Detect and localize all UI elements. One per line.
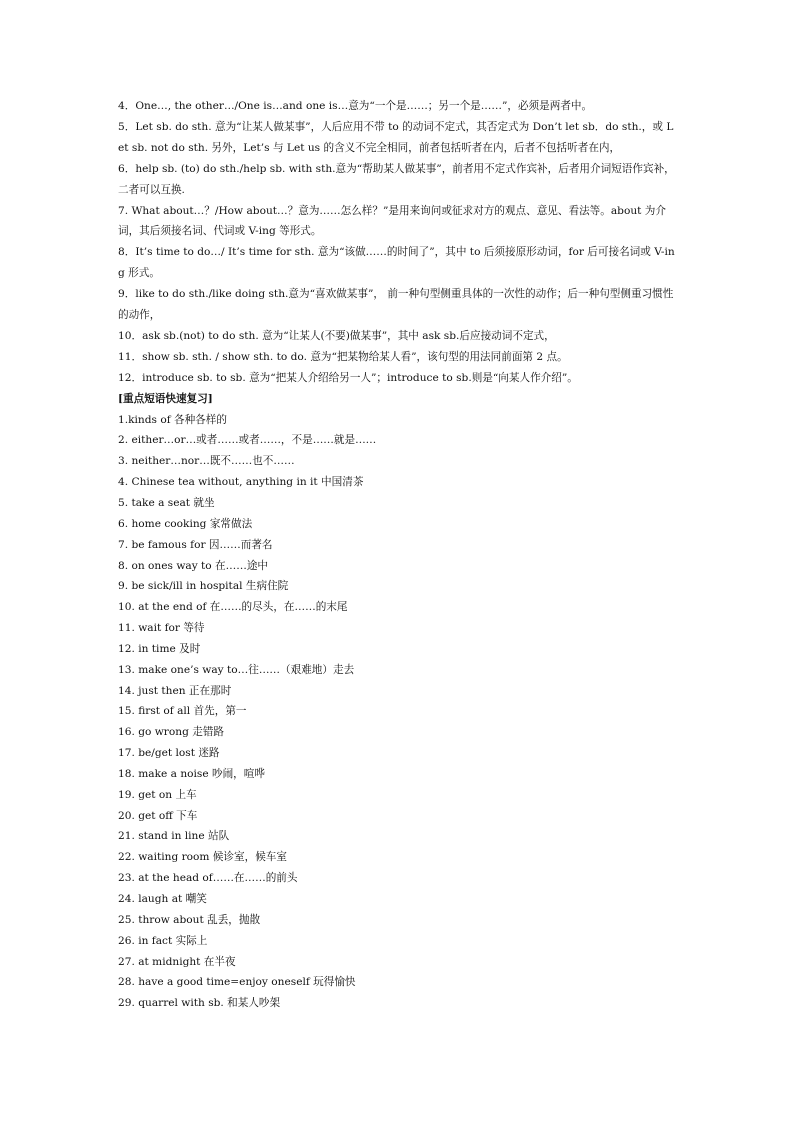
phrase-item: 26. in fact 实际上 (118, 934, 208, 947)
note-item-8: 8．It’s time to do…/ It’s time for sth. 意为“该做……的时间了”，其中 to 后须接原形动词，for 后可接名词或 V-ing 形式。 (118, 246, 675, 280)
note-item-4: 4．One…, the other…/One is…and one is…意为“一个是……；另一个是……”，必须是两者中。 (118, 100, 593, 112)
phrase-item: 13. make one’s way to…往……（艰难地）走去 (118, 663, 355, 676)
phrase-item: 9. be sick/ill in hospital 生病住院 (118, 580, 289, 593)
document-body (118, 96, 678, 1014)
phrase-item: 1.kinds of 各种各样的 (118, 413, 227, 426)
note-item-6: 6．help sb. (to) do sth./help sb. with sth.意为“帮助某人做某事”，前者用不定式作宾补，后者用介词短语作宾补，二者可以互换. (118, 162, 675, 196)
phrase-item: 2. either…or…或者……或者……，不是……就是…… (118, 434, 377, 447)
note-item-5: 5．Let sb. do sth. 意为“让某人做某事”，人后应用不带 to 的动词不定式，其否定式为 Don’t let sb．do sth.，或 Let sb. not do sth. 另外，Let’s 与 Let us 的含义不完全相同，前者包括听者在内，后者不包括听者在内， (118, 120, 674, 154)
phrase-item: 18. make a noise 吵闹，喧哗 (118, 767, 265, 780)
phrase-item: 3. neither…nor…既不……也不…… (118, 455, 295, 468)
phrase-item: 14. just then 正在那时 (118, 684, 232, 697)
phrase-item: 19. get on 上车 (118, 788, 197, 801)
phrase-item: 24. laugh at 嘲笑 (118, 893, 207, 905)
phrase-item: 16. go wrong 走错路 (118, 726, 225, 739)
phrase-item: 7. be famous for 因……而著名 (118, 538, 273, 551)
phrase-item: 8. on ones way to 在……途中 (118, 559, 269, 572)
phrase-item: 21. stand in line 站队 (118, 830, 230, 843)
phrase-item: 20. get off 下车 (118, 809, 198, 822)
note-item-7: 7. What about…？/How about…？意为……怎么样？”是用来询问或征求对方的观点、意见、看法等。about 为介词，其后须接名词、代词或 V-ing 等形式。 (118, 204, 666, 238)
phrase-item: 10. at the end of 在……的尽头，在……的末尾 (118, 601, 348, 614)
phrase-item: 11. wait for 等待 (118, 622, 205, 635)
note-item-10: 10．ask sb.(not) to do sth. 意为“让某人(不要)做某事”，其中 ask sb.后应接动词不定式， (118, 329, 555, 342)
phrase-item: 22. waiting room 候诊室，候车室 (118, 851, 287, 864)
phrase-item: 5. take a seat 就坐 (118, 496, 215, 509)
note-item-11: 11．show sb. sth. / show sth. to do. 意为“把某物给某人看”，该句型的用法同前面第 2 点。 (118, 350, 568, 363)
phrase-list (118, 410, 678, 1014)
phrase-item: 27. at midnight 在半夜 (118, 955, 236, 968)
phrase-item: 17. be/get lost 迷路 (118, 747, 220, 760)
phrase-item: 25. throw about 乱丢，抛散 (118, 913, 261, 926)
phrase-item: 29. quarrel with sb. 和某人吵架 (118, 997, 281, 1010)
phrase-item: 6. home cooking 家常做法 (118, 517, 253, 530)
phrase-item: 4. Chinese tea without, anything in it 中国清茶 (118, 476, 364, 489)
phrase-item: 28. have a good time=enjoy oneself 玩得愉快 (118, 976, 356, 989)
phrase-item: 15. first of all 首先，第一 (118, 705, 247, 718)
note-item-9: 9．like to do sth./like doing sth.意为“喜欢做某事”， 前一种句型侧重具体的一次性的动作；后一种句型侧重习惯性的动作， (118, 288, 674, 322)
phrase-item: 12. in time 及时 (118, 642, 201, 655)
phrase-item: 23. at the head of……在……的前头 (118, 872, 298, 885)
section-heading: [重点短语快速复习] (118, 392, 213, 405)
note-item-12: 12．introduce sb. to sb. 意为“把某人介绍给另一人”；introduce to sb.则是“向某人作介绍”。 (118, 371, 578, 384)
